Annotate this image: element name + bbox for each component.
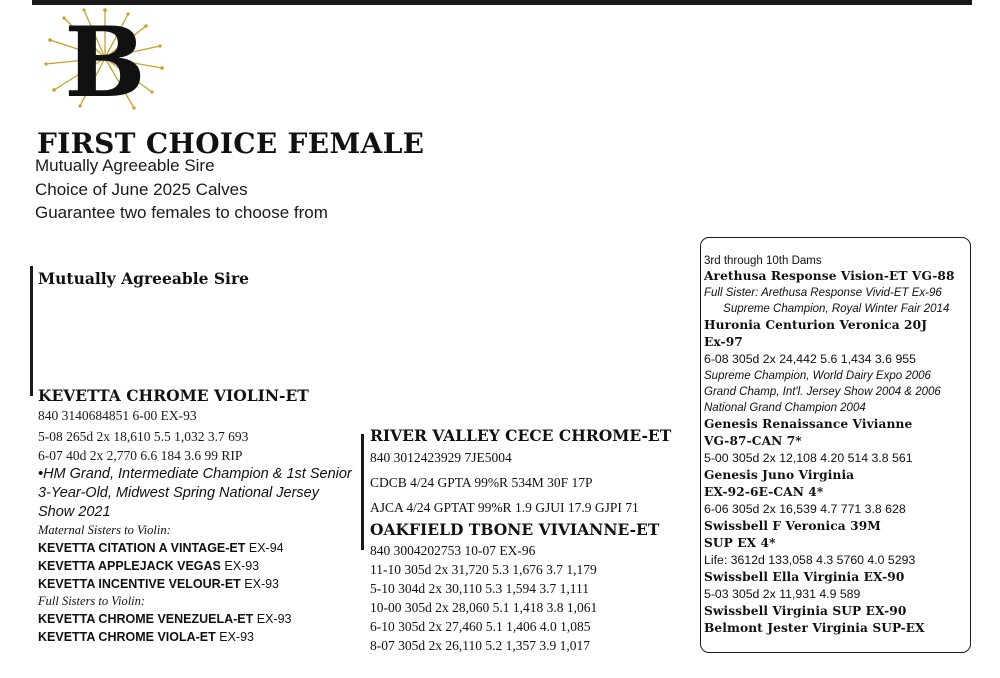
ancestor-dam-name: Swissbell Virginia SUP EX-90 (704, 604, 907, 618)
ancestor-record: 6-08 305d 2x 24,442 5.6 1,434 3.6 955 (704, 352, 916, 366)
sire-label: Mutually Agreeable Sire (38, 269, 249, 288)
pedigree-bracket (361, 434, 364, 550)
granddam-section (370, 520, 690, 655)
maternal-sister: KEVETTA APPLEJACK VEGAS EX-93 (38, 559, 260, 573)
page-title: FIRST CHOICE FEMALE (37, 127, 425, 160)
dams-box (700, 237, 971, 653)
ancestor-dam-name: SUP EX 4* (704, 536, 776, 550)
ancestor-note: Full Sister: Arethusa Response Vivid-ET Ex-96 (704, 287, 942, 299)
logo-letter: B (64, 6, 146, 114)
sale-logo (40, 6, 170, 114)
sire-cdcb-line: CDCB 4/24 GPTA 99%R 534M 30F 17P (370, 475, 593, 490)
sire-section (370, 426, 690, 517)
granddam-name: OAKFIELD TBONE VIVIANNE-ET (370, 520, 660, 539)
fireworks-burst-icon (40, 6, 170, 114)
ancestor-dam-name: Genesis Renaissance Vivianne (704, 417, 913, 431)
pedigree-bracket (30, 266, 33, 396)
ancestor-record: 5-00 305d 2x 12,108 4.20 514 3.8 561 (704, 451, 913, 465)
dams-box-header: 3rd through 10th Dams (704, 255, 822, 267)
ancestor-dam-name: Swissbell F Veronica 39M (704, 519, 881, 533)
ancestor-record: 5-03 305d 2x 11,931 4.9 589 (704, 587, 861, 601)
dam-id-line: 840 3140684851 6-00 EX-93 (38, 408, 197, 423)
header-line: Choice of June 2025 Calves (35, 180, 248, 199)
granddam-record: 5-10 304d 2x 30,110 5.3 1,594 3.7 1,111 (370, 581, 589, 596)
full-sister: KEVETTA CHROME VIOLA-ET EX-93 (38, 630, 254, 644)
ancestor-note: National Grand Champion 2004 (704, 402, 866, 414)
full-sister: KEVETTA CHROME VENEZUELA-ET EX-93 (38, 612, 292, 626)
ancestor-record: 6-06 305d 2x 16,539 4.7 771 3.8 628 (704, 502, 906, 516)
ancestor-dam-name: EX-92-6E-CAN 4* (704, 485, 824, 499)
ancestor-record: Life: 3612d 133,058 4.3 5760 4.0 5293 (704, 553, 916, 567)
maternal-sisters-label: Maternal Sisters to Violin: (38, 523, 171, 537)
full-sisters-label: Full Sisters to Violin: (38, 594, 146, 608)
dam-show-note: •HM Grand, Intermediate Champion & 1st Senior 3-Year-Old, Midwest Spring National Jersey Show 2021 (38, 466, 352, 520)
header-line: Guarantee two females to choose from (35, 203, 328, 222)
granddam-record: 6-10 305d 2x 27,460 5.1 1,406 4.0 1,085 (370, 619, 591, 634)
granddam-record: 10-00 305d 2x 28,060 5.1 1,418 3.8 1,061 (370, 600, 598, 615)
ancestor-note: Supreme Champion, World Dairy Expo 2006 (704, 370, 931, 382)
sire-name: RIVER VALLEY CECE CHROME-ET (370, 426, 672, 445)
ancestor-note: Supreme Champion, Royal Winter Fair 2014 (704, 303, 950, 315)
top-rule (32, 0, 972, 5)
ancestor-dam-name: Belmont Jester Virginia SUP-EX (704, 621, 925, 635)
ancestor-dam-name: Swissbell Ella Virginia EX-90 (704, 570, 905, 584)
dam-section (38, 386, 358, 646)
ancestor-dam-name: VG-87-CAN 7* (704, 434, 802, 448)
ancestor-dam-name: Genesis Juno Virginia (704, 468, 855, 482)
ancestor-note: Grand Champ, Int'l. Jersey Show 2004 & 2006 (704, 386, 941, 398)
dams-list (704, 268, 966, 637)
header-line: Mutually Agreeable Sire (35, 156, 215, 175)
granddam-id-line: 840 3004202753 10-07 EX-96 (370, 543, 536, 558)
ancestor-dam-name: Arethusa Response Vision-ET VG-88 (704, 269, 955, 283)
granddam-record: 11-10 305d 2x 31,720 5.3 1,676 3.7 1,179 (370, 562, 597, 577)
maternal-sister: KEVETTA CITATION A VINTAGE-ET EX-94 (38, 541, 284, 555)
ancestor-dam-name: Huronia Centurion Veronica 20J (704, 318, 928, 332)
sire-ajca-line: AJCA 4/24 GPTAT 99%R 1.9 GJUI 17.9 GJPI 71 (370, 500, 639, 515)
dam-name: KEVETTA CHROME VIOLIN-ET (38, 386, 309, 405)
dam-record: 5-08 265d 2x 18,610 5.5 1,032 3.7 693 (38, 429, 249, 444)
granddam-record: 8-07 305d 2x 26,110 5.2 1,357 3.9 1,017 (370, 638, 590, 653)
dam-record: 6-07 40d 2x 2,770 6.6 184 3.6 99 RIP (38, 448, 243, 463)
maternal-sister: KEVETTA INCENTIVE VELOUR-ET EX-93 (38, 577, 280, 591)
ancestor-dam-name: Ex-97 (704, 335, 743, 349)
sire-id-line: 840 3012423929 7JE5004 (370, 450, 512, 465)
